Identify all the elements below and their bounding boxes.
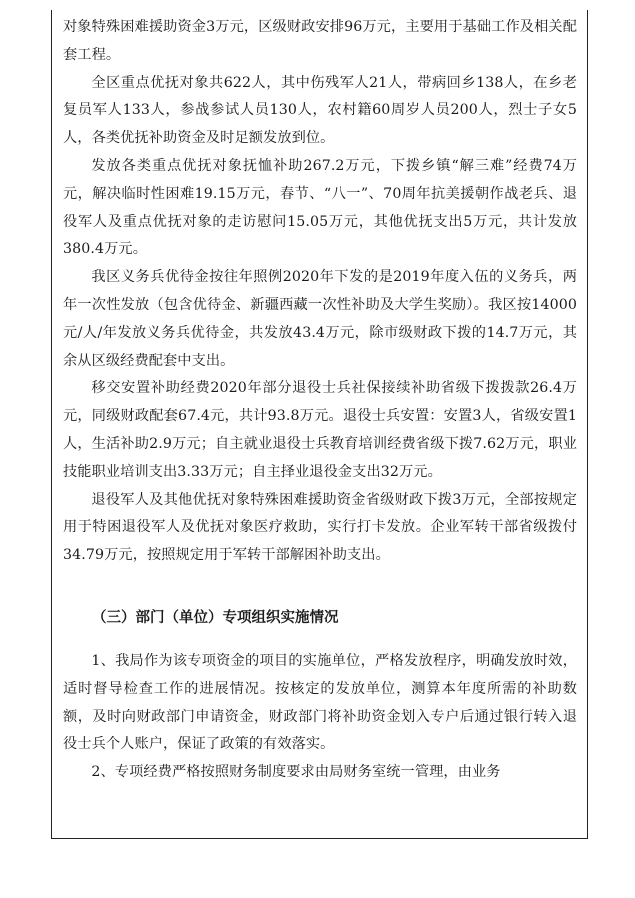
paragraph-continuation: 对象特殊困难援助资金3万元，区级财政安排96万元，主要用于基础工作及相关配套工程。 bbox=[63, 19, 577, 63]
section-title: （三）部门（单位）专项组织实施情况 bbox=[92, 608, 339, 626]
paragraph-implementation-2: 2、专项经费严格按照财务制度要求由局财务室统一管理，由业务 bbox=[91, 764, 501, 781]
paragraph-pension-subsidy: 发放各类重点优抚对象抚恤补助267.2万元，下拨乡镇“解三难”经费74万元，解决临时性困难19.15万元，春节、“八一”、70周年抗美援朝作战老兵、退役军人及重点优抚对象的走访慰问15.05万元，其他优抚支出5万元，共计发放380.4万元。 bbox=[63, 157, 577, 258]
paragraph-resettlement-funds: 移交安置补助经费2020年部分退役士兵社保接续补助省级下拨拨款26.4万元，同级财政配套67.4元，共计93.8万元。退役士兵安置：安置3人，省级安置1人，生活补助2.9万元；自主就业退役士兵教育培训经费省级下拨7.62万元，职业技能职业培训支出3.33万元；自主择业退役金支出32万元。 bbox=[63, 380, 577, 480]
paragraph-special-hardship-aid: 退役军人及其他优抚对象特殊困难援助资金省级财政下拨3万元，全部按规定用于特困退役军人及优抚对象医疗救助，实行打卡发放。企业军转干部省级拨付34.79万元，按照规定用于军转干部解困补助支出。 bbox=[63, 491, 577, 564]
paragraph-conscript-allowance: 我区义务兵优待金按往年照例2020年下发的是2019年度入伍的义务兵，两年一次性发放（包含优待金、新疆西藏一次性补助及大学生奖励）。我区按14000元/人/年发放义务兵优待金，共发放43.4万元，除市级财政下拨的14.7万元，其余从区级经费配套中支出。 bbox=[63, 269, 577, 369]
paragraph-implementation-1: 1、我局作为该专项资金的项目的实施单位，严格发放程序，明确发放时效，适时督导检查工作的进展情况。按核定的发放单位，测算本年度所需的补助数额，及时向财政部门申请资金，财政部门将补助资金划入专户后通过银行转入退役士兵个人账户，保证了政策的有效落实。 bbox=[63, 652, 577, 753]
document-body bbox=[63, 14, 577, 787]
paragraph-priority-recipients: 全区重点优抚对象共622人，其中伤残军人21人，带病回乡138人，在乡老复员军人133人，参战参试人员130人，农村籍60周岁人员200人，烈士子女5人，各类优抚补助资金及时足额发放到位。 bbox=[63, 74, 577, 147]
